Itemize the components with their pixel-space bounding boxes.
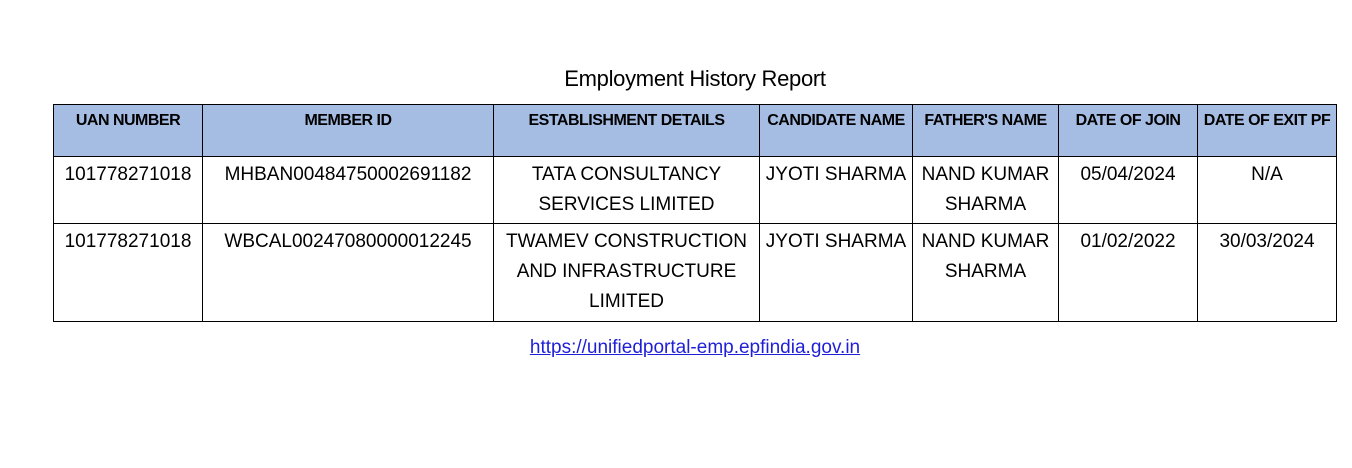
column-header-date-of-exit: DATE OF EXIT PF [1198, 105, 1337, 157]
column-header-date-of-join: DATE OF JOIN [1059, 105, 1198, 157]
date-of-join-cell: 01/02/2022 [1059, 224, 1198, 322]
column-header-candidate-name: CANDIDATE NAME [760, 105, 913, 157]
uan-cell: 101778271018 [54, 157, 203, 224]
date-of-exit-cell: N/A [1198, 157, 1337, 224]
report-title: Employment History Report [564, 66, 826, 91]
column-header-fathers-name: FATHER'S NAME [913, 105, 1059, 157]
establishment-cell: TATA CONSULTANCY SERVICES LIMITED [494, 157, 760, 224]
fathers-name-cell: NAND KUMAR SHARMA [913, 157, 1059, 224]
candidate-name-cell: JYOTI SHARMA [760, 224, 913, 322]
date-of-exit-cell: 30/03/2024 [1198, 224, 1337, 322]
column-header-establishment: ESTABLISHMENT DETAILS [494, 105, 760, 157]
establishment-cell: TWAMEV CONSTRUCTION AND INFRASTRUCTURE LIMITED [494, 224, 760, 322]
fathers-name-cell: NAND KUMAR SHARMA [913, 224, 1059, 322]
table-row [54, 157, 1337, 224]
uan-cell: 101778271018 [54, 224, 203, 322]
table-row [54, 224, 1337, 322]
column-header-member-id: MEMBER ID [203, 105, 494, 157]
employment-history-table [53, 104, 1337, 322]
member-id-cell: WBCAL00247080000012245 [203, 224, 494, 322]
member-id-cell: MHBAN00484750002691182 [203, 157, 494, 224]
epfo-portal-link[interactable]: https://unifiedportal-emp.epfindia.gov.in [529, 337, 861, 358]
column-header-uan: UAN NUMBER [54, 105, 203, 157]
candidate-name-cell: JYOTI SHARMA [760, 157, 913, 224]
table-header-row [54, 105, 1337, 157]
date-of-join-cell: 05/04/2024 [1059, 157, 1198, 224]
